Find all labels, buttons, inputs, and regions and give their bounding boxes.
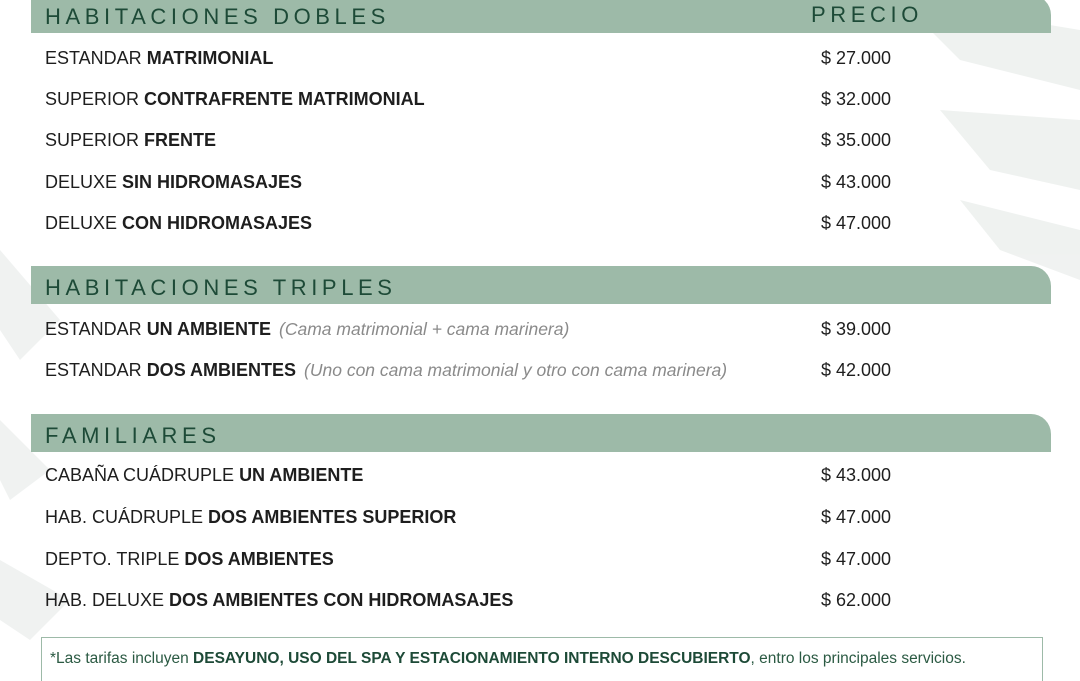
- room-variant: CONTRAFRENTE MATRIMONIAL: [144, 89, 425, 109]
- room-type: ESTANDAR: [45, 319, 147, 339]
- section-title: HABITACIONES TRIPLES: [45, 275, 397, 300]
- room-price: $ 47.000: [821, 507, 892, 527]
- section-header-familiares: [31, 414, 1051, 452]
- room-price: $ 43.000: [821, 465, 892, 485]
- room-type: HAB. DELUXE: [45, 590, 170, 610]
- footnote-box: [41, 637, 1043, 681]
- room-variant: SIN HIDROMASAJES: [122, 172, 303, 192]
- room-type: DELUXE: [45, 213, 123, 233]
- room-type: DELUXE: [45, 172, 123, 192]
- section-header-triples: [31, 266, 1051, 304]
- room-price: $ 62.000: [821, 590, 892, 610]
- room-variant: MATRIMONIAL: [146, 48, 274, 68]
- room-price: $ 42.000: [821, 360, 892, 380]
- footnote-prefix: *Las tarifas incluyen: [50, 650, 194, 667]
- room-note: (Uno con cama matrimonial y otro con cama marinera): [304, 360, 728, 380]
- room-type: SUPERIOR: [45, 130, 145, 150]
- list-item: [45, 210, 1045, 236]
- section-title: HABITACIONES DOBLES: [45, 4, 390, 29]
- price-column-heading: PRECIO: [811, 2, 923, 27]
- list-item: [45, 357, 1045, 383]
- room-price: $ 47.000: [821, 213, 892, 233]
- room-variant: UN AMBIENTE: [146, 319, 272, 339]
- room-price: $ 43.000: [821, 172, 892, 192]
- section-title: FAMILIARES: [45, 423, 221, 448]
- room-type: ESTANDAR: [45, 48, 147, 68]
- section-header-dobles: [31, 0, 1051, 33]
- room-variant: DOS AMBIENTES SUPERIOR: [208, 507, 457, 527]
- list-item: [45, 316, 1045, 342]
- room-price: $ 27.000: [821, 48, 892, 68]
- room-variant: DOS AMBIENTES CON HIDROMASAJES: [169, 590, 514, 610]
- room-type: HAB. CUÁDRUPLE: [45, 507, 209, 527]
- room-type: CABAÑA CUÁDRUPLE: [45, 465, 240, 485]
- room-variant: DOS AMBIENTES: [184, 549, 334, 569]
- list-item: [45, 127, 1045, 153]
- footnote-included-services: DESAYUNO, USO DEL SPA Y ESTACIONAMIENTO INTERNO DESCUBIERTO: [193, 650, 751, 667]
- room-price: $ 47.000: [821, 549, 892, 569]
- footnote: [50, 650, 966, 668]
- footnote-suffix: , entro los principales servicios.: [750, 650, 966, 667]
- room-price: $ 35.000: [821, 130, 892, 150]
- list-item: [45, 462, 1045, 488]
- room-type: ESTANDAR: [45, 360, 147, 380]
- list-item: [45, 504, 1045, 530]
- room-price: $ 39.000: [821, 319, 892, 339]
- room-price: $ 32.000: [821, 89, 892, 109]
- room-note: (Cama matrimonial + cama marinera): [279, 319, 570, 339]
- list-item: [45, 169, 1045, 195]
- list-item: [45, 45, 1045, 71]
- room-variant: CON HIDROMASAJES: [122, 213, 313, 233]
- room-type: SUPERIOR: [45, 89, 145, 109]
- room-variant: FRENTE: [144, 130, 217, 150]
- list-item: [45, 86, 1045, 112]
- room-variant: DOS AMBIENTES: [146, 360, 297, 380]
- list-item: [45, 587, 1045, 613]
- room-type: DEPTO. TRIPLE: [45, 549, 185, 569]
- list-item: [45, 546, 1045, 572]
- room-variant: UN AMBIENTE: [239, 465, 364, 485]
